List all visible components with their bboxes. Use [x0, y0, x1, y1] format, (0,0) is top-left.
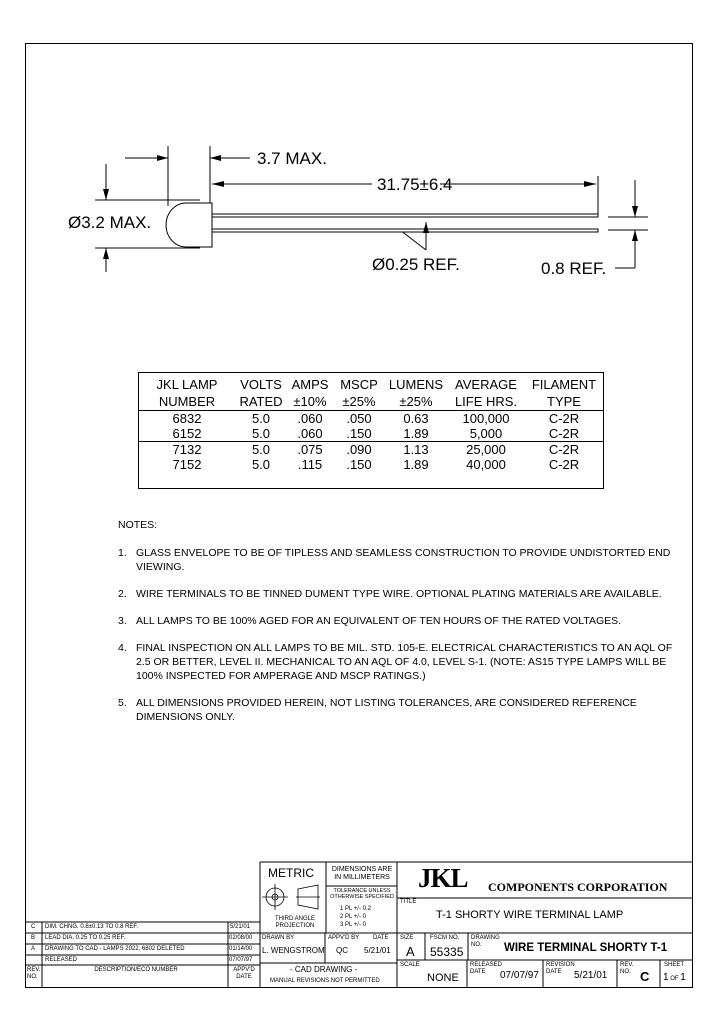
released-date: 07/07/97	[500, 970, 539, 981]
jkl-logo: JKL	[418, 863, 468, 893]
cell: 6152	[172, 426, 202, 441]
max-length-label: 3.7 MAX.	[257, 149, 327, 168]
dimensions-note: DIMENSIONS ARE IN MILLIMETERS	[331, 866, 393, 881]
col-header-life: AVERAGE LIFE HRS.	[447, 373, 525, 411]
tolerance-2pl: 2 PL +/- 0	[340, 914, 366, 920]
drawing-number: WIRE TERMINAL SHORTY T-1	[504, 942, 668, 954]
rev-date-header: APPV'D DATE	[233, 967, 255, 980]
approved-by-label: APPV'D BY	[328, 935, 360, 941]
cell: .075	[287, 442, 333, 458]
lead-spacing-label: 0.8 REF.	[541, 259, 607, 278]
cell: C-2R	[548, 457, 580, 472]
note-item: 1. GLASS ENVELOPE TO BE OF TIPLESS AND SEAMLESS CONSTRUCTION TO PROVIDE UNDISTORTED END VIEWING.	[118, 547, 671, 573]
cell: .115	[297, 457, 323, 472]
cell: 6832	[172, 411, 202, 426]
note-item: 5. ALL DIMENSIONS PROVIDED HEREIN, NOT LISTING TOLERANCES, ARE CONSIDERED REFERENCE DIMENSIONS ONLY.	[118, 697, 637, 723]
cell: 5.0	[251, 411, 271, 426]
rev-date: 02/08/00	[229, 935, 253, 941]
cell: .150	[346, 457, 372, 472]
cell: 5.0	[235, 442, 287, 458]
rev-description: DIM. CHNG. 0.8±0.13 TO 0.8 REF.	[45, 924, 139, 930]
company-name: COMPONENTS CORPORATION	[488, 880, 668, 894]
rev-letter: C	[31, 924, 36, 930]
cell: C-2R	[548, 426, 580, 441]
approved-by: QC	[336, 946, 348, 955]
approved-date-label: DATE	[373, 935, 389, 941]
cell: .050	[346, 411, 372, 426]
size-label: SIZE	[400, 935, 414, 941]
rev-date: 5/21/01	[230, 924, 251, 930]
fscm-number: 55335	[430, 945, 464, 959]
rev-value: C	[640, 969, 650, 984]
col-header-amps: AMPS ±10%	[287, 373, 333, 411]
note-item: 3. ALL LAMPS TO BE 100% AGED FOR AN EQUIVALENT OF TEN HOURS OF THE RATED VOLTAGES.	[118, 615, 622, 627]
note-item: 4. FINAL INSPECTION ON ALL LAMPS TO BE MIL. STD. 105-E. ELECTRICAL CHARACTERISTICS TO AN AQL OF 2.5 OR BETTER, LEVEL II. MECHANICAL TO AN AQL OF 4.0, LEVEL S-1. (NOTE: AS15 TYPE LAMPS WILL BE 100% INSPECTED FOR AMPERAGE AND MSCP RATINGS.)	[118, 642, 673, 682]
manual-revisions-note: MANUAL REVISIONS NOT PERMITTED	[270, 978, 380, 984]
col-header-filament: FILAMENT TYPE	[525, 373, 603, 411]
sheet-value: 1 OF 1	[663, 972, 686, 983]
cell: 7132	[139, 442, 235, 458]
cell: 1.89	[403, 457, 429, 472]
col-header-lumens: LUMENS ±25%	[385, 373, 447, 411]
metric-label: METRIC	[268, 866, 314, 880]
cell: C-2R	[525, 442, 603, 458]
rev-description: LEAD DIA. 0.25 TO 0.25 REF.	[45, 935, 126, 941]
rev-no-header: REV. NO.	[27, 967, 41, 980]
rev-date: 01/14/00	[229, 946, 253, 952]
scale-label: SCALE	[400, 962, 420, 968]
col-header-mscp: MSCP ±25%	[333, 373, 385, 411]
scale-value: NONE	[427, 972, 459, 984]
max-diameter-label: Ø3.2 MAX.	[68, 213, 152, 232]
drawing-title: T-1 SHORTY WIRE TERMINAL LAMP	[436, 909, 624, 921]
rev-desc-header: DESCRIPTION/ECO NUMBER	[94, 967, 178, 973]
cell: .090	[333, 442, 385, 458]
fscm-label: FSCM NO.	[430, 935, 460, 941]
notes-title: NOTES:	[118, 519, 158, 531]
cell: .150	[346, 426, 372, 441]
drawing-no-label: DRAWING NO.	[471, 935, 500, 948]
cell: 0.63	[403, 411, 429, 426]
rev-letter: A	[31, 946, 36, 952]
cell: 5.0	[251, 426, 271, 441]
col-header-volts: VOLTS RATED	[235, 373, 287, 411]
revision-date: 5/21/01	[574, 970, 608, 981]
lead-length-label: 31.75±6.4	[377, 175, 453, 194]
revision-date-label: REVISION DATE	[546, 962, 575, 975]
cell: .060	[297, 411, 323, 426]
cell: 1.89	[403, 426, 429, 441]
cell: 40,000	[466, 457, 506, 472]
rev-letter: B	[31, 935, 36, 941]
title-label: TITLE	[400, 899, 417, 905]
cad-drawing-label: - CAD DRAWING -	[290, 965, 358, 974]
rev-description: RELEASED	[45, 957, 78, 963]
third-angle-projection-icon	[262, 884, 320, 910]
cell: 5,000	[469, 426, 503, 441]
projection-label: THIRD ANGLE PROJECTION	[274, 916, 315, 929]
cell: 1.13	[385, 442, 447, 458]
cell: 100,000	[462, 411, 510, 426]
rev-no-label: REV. NO.	[620, 962, 634, 975]
cell: C-2R	[548, 411, 580, 426]
tolerance-1pl: 1 PL +/- 0.2	[340, 906, 371, 912]
released-label: RELEASED DATE	[470, 962, 503, 975]
col-header-lamp: JKL LAMP NUMBER	[139, 373, 235, 411]
sheet-label: SHEET	[664, 962, 685, 968]
cell: 5.0	[251, 457, 271, 472]
drawn-by: L. WENGSTROM	[262, 946, 325, 955]
rev-description: DRAWING TO CAD - LAMPS 2022, 6802 DELETED	[45, 946, 185, 952]
rev-date: 07/07/97	[229, 957, 253, 963]
cell: 7152	[172, 457, 202, 472]
drawn-by-label: DRAWN BY	[262, 935, 295, 941]
tolerance-note: TOLERANCE UNLESS OTHERWISE SPECIFIED	[330, 888, 394, 900]
size-value: A	[406, 944, 415, 959]
wire-diameter-label: Ø0.25 REF.	[372, 255, 460, 274]
cell: .060	[297, 426, 323, 441]
note-item: 2. WIRE TERMINALS TO BE TINNED DUMENT TYPE WIRE. OPTIONAL PLATING MATERIALS ARE AVAILABLE.	[118, 588, 662, 600]
approved-date: 5/21/01	[364, 946, 391, 955]
cell: 25,000	[447, 442, 525, 458]
tolerance-3pl: 3 PL +/- 0	[340, 922, 366, 928]
